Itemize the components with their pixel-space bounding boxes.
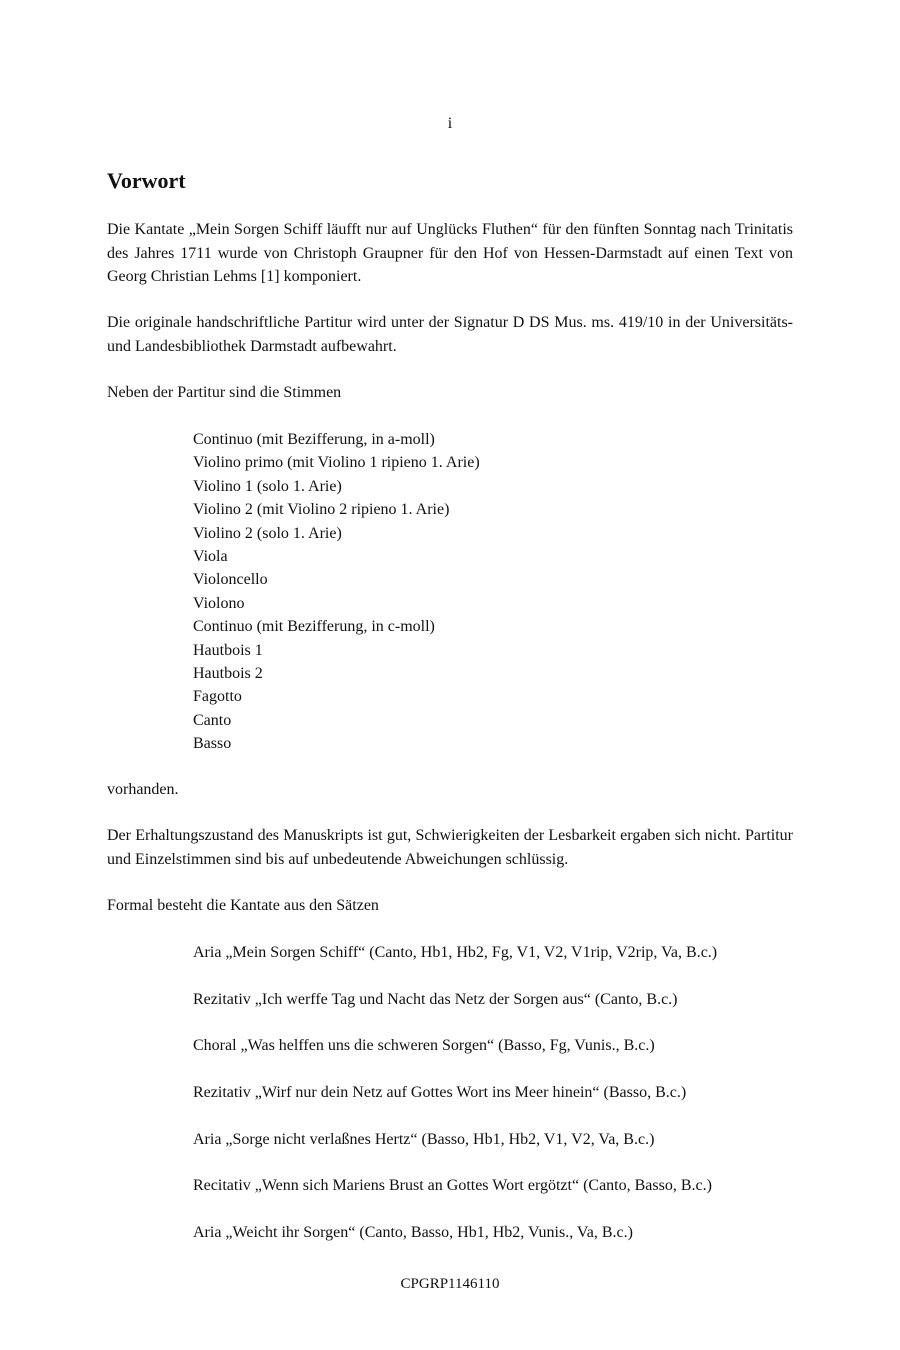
list-item: Violino primo (mit Violino 1 ripieno 1. Arie): [193, 454, 480, 472]
list-item: Continuo (mit Bezifferung, in a-moll): [193, 431, 435, 448]
list-item: Aria „Sorge nicht verlaßnes Hertz“ (Basso, Hb1, Hb2, V1, V2, Va, B.c.): [193, 1130, 655, 1148]
voices-list: [193, 428, 480, 756]
list-item: Viola: [193, 548, 228, 566]
list-item: Choral „Was helffen uns die schweren Sorgen“ (Basso, Fg, Vunis., B.c.): [193, 1037, 655, 1055]
voices-outro-paragraph: vorhanden.: [107, 781, 179, 798]
list-item: Rezitativ „Wirf nur dein Netz auf Gottes Wort ins Meer hinein“ (Basso, B.c.): [193, 1084, 687, 1102]
list-item: Aria „Weicht ihr Sorgen“ (Canto, Basso, Hb1, Hb2, Vunis., Va, B.c.): [193, 1224, 633, 1242]
list-item: Continuo (mit Bezifferung, in c-moll): [193, 618, 435, 636]
list-item: Canto: [193, 711, 232, 729]
condition-paragraph: Der Erhaltungszustand des Manuskripts ist gut, Schwierigkeiten der Lesbarkeit ergaben sich nicht. Partitur und Einzelstimmen sind bis auf unbedeutende Abweichungen schlüssig.: [107, 827, 793, 868]
list-item: Violoncello: [193, 571, 268, 589]
footer-code: CPGRP1146110: [400, 1276, 500, 1292]
movements-intro-paragraph: Formal besteht die Kantate aus den Sätzen: [107, 897, 379, 914]
source-paragraph: Die originale handschriftliche Partitur wird unter der Signatur D DS Mus. ms. 419/10 in der Universitäts- und Landesbibliothek Darmstadt aufbewahrt.: [107, 314, 793, 355]
list-item: Recitativ „Wenn sich Mariens Brust an Gottes Wort ergötzt“ (Canto, Basso, B.c.): [193, 1177, 712, 1195]
list-item: Violino 2 (solo 1. Arie): [193, 524, 342, 542]
intro-paragraph: Die Kantate „Mein Sorgen Schiff läufft nur auf Unglücks Fluthen“ für den fünften Sonntag nach Trinitatis des Jahres 1711 wurde von Christoph Graupner für den Hof von Hessen-Darmstadt auf einen Text von Georg Christian Lehms [1] komponiert.: [107, 221, 793, 285]
list-item: Hautbois 2: [193, 665, 263, 683]
section-heading: Vorwort: [107, 168, 186, 193]
list-item: Aria „Mein Sorgen Schiff“ (Canto, Hb1, Hb2, Fg, V1, V2, V1rip, V2rip, Va, B.c.): [193, 944, 718, 961]
voices-intro-paragraph: Neben der Partitur sind die Stimmen: [107, 384, 342, 401]
list-item: Violino 1 (solo 1. Arie): [193, 477, 342, 495]
list-item: Violono: [193, 594, 245, 612]
list-item: Violino 2 (mit Violino 2 ripieno 1. Arie): [193, 501, 450, 519]
list-item: Rezitativ „Ich werffe Tag und Nacht das Netz der Sorgen aus“ (Canto, B.c.): [193, 990, 678, 1008]
list-item: Hautbois 1: [193, 641, 263, 659]
list-item: Basso: [193, 735, 232, 753]
page-number: i: [447, 115, 453, 132]
movements-list: [193, 941, 717, 1268]
list-item: Fagotto: [193, 688, 242, 706]
